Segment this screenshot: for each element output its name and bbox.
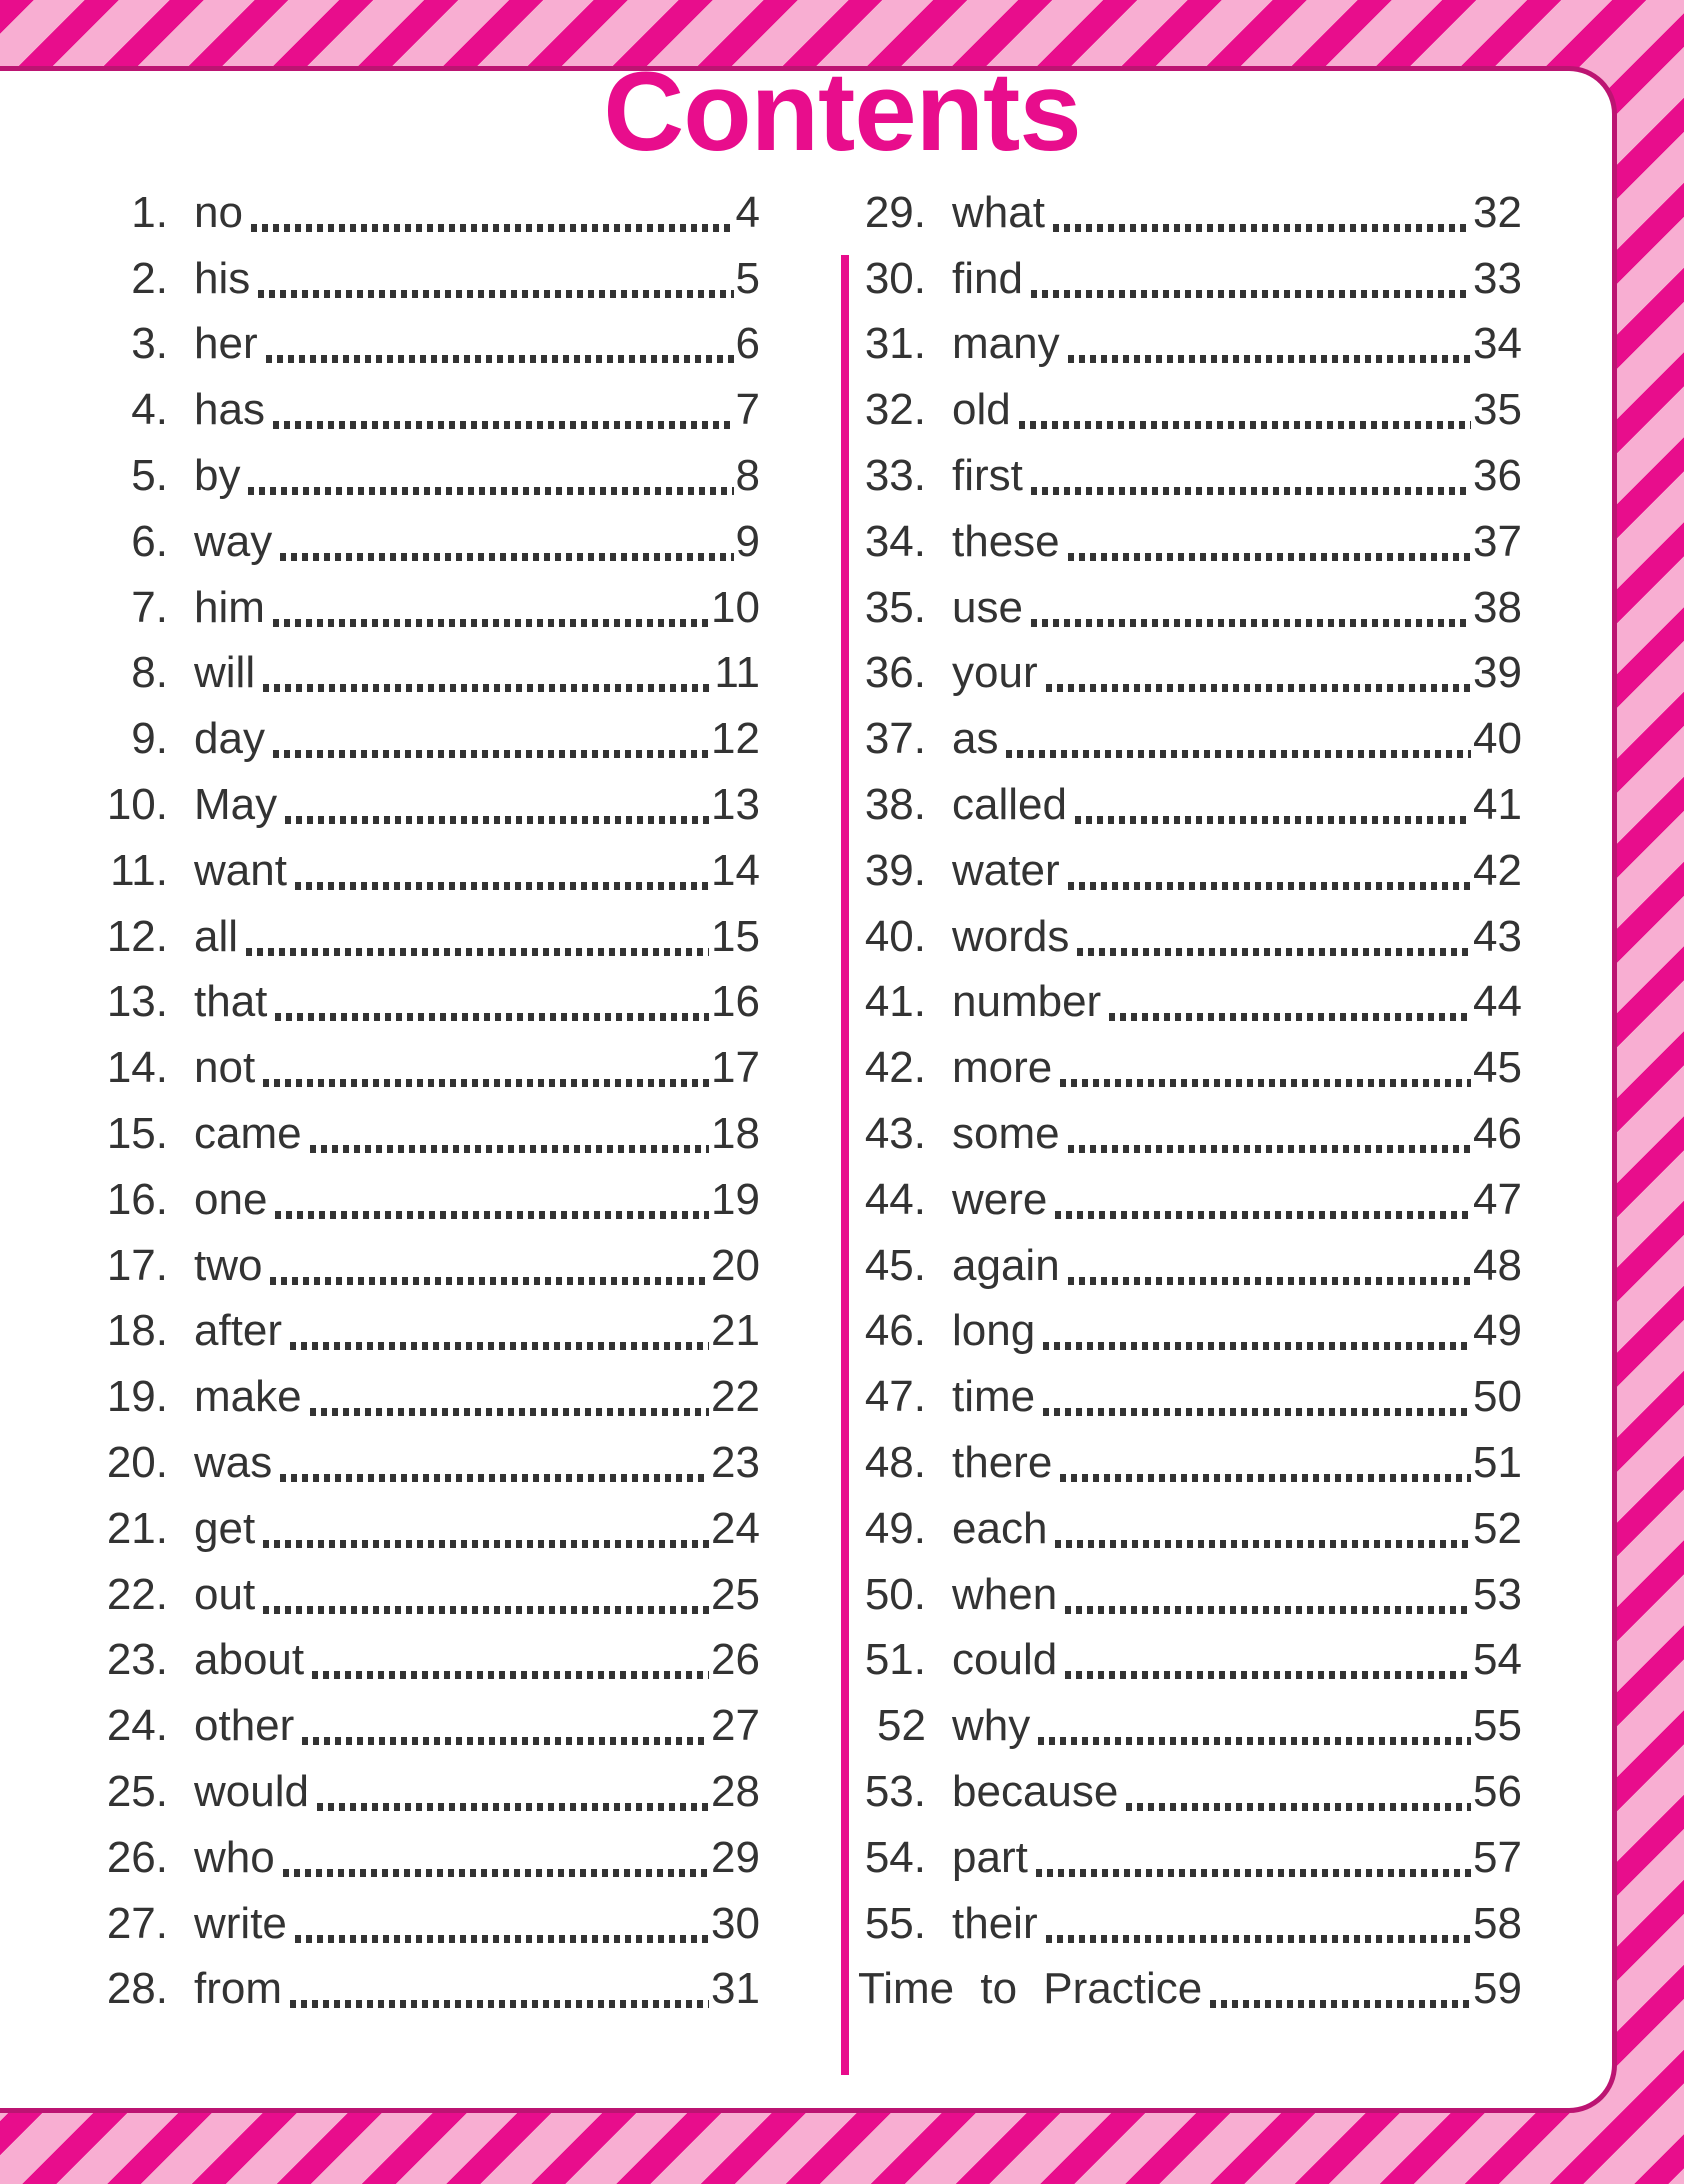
toc-row bbox=[100, 377, 760, 443]
toc-entry-number: 10. bbox=[106, 780, 168, 830]
dot-leader bbox=[310, 1408, 709, 1416]
page-title: Contents bbox=[603, 49, 1081, 174]
dot-leader bbox=[1038, 1737, 1471, 1745]
dot-leader bbox=[290, 2000, 709, 2008]
toc-entry-page: 22 bbox=[711, 1372, 760, 1422]
toc-entry-word: that bbox=[194, 977, 268, 1027]
toc-entry-page: 15 bbox=[711, 911, 760, 961]
toc-entry-number: 17. bbox=[106, 1240, 168, 1290]
toc-entry-number: 30. bbox=[864, 253, 926, 303]
toc-entry-page: 52 bbox=[1473, 1503, 1522, 1553]
toc-row bbox=[858, 772, 1522, 838]
toc-entry-number: 55. bbox=[864, 1898, 926, 1948]
toc-entry-page: 29 bbox=[711, 1832, 760, 1882]
toc-entry-page: 21 bbox=[711, 1306, 760, 1356]
toc-row bbox=[858, 1035, 1522, 1101]
toc-entry-number: 28. bbox=[106, 1964, 168, 2014]
toc-entry-word: her bbox=[194, 319, 258, 369]
toc-entry-page: 14 bbox=[711, 845, 760, 895]
toc-entry-number: 54. bbox=[864, 1832, 926, 1882]
toc-entry-page: 34 bbox=[1473, 319, 1522, 369]
toc-row bbox=[858, 1562, 1522, 1628]
dot-leader bbox=[273, 421, 734, 429]
dot-leader bbox=[1077, 948, 1471, 956]
dot-leader bbox=[283, 1869, 709, 1877]
toc-entry-word: again bbox=[952, 1240, 1060, 1290]
toc-entry-number: 41. bbox=[864, 977, 926, 1027]
toc-row bbox=[100, 904, 760, 970]
dot-leader bbox=[1046, 684, 1471, 692]
toc-row bbox=[858, 1167, 1522, 1233]
toc-entry-page: 43 bbox=[1473, 911, 1522, 961]
toc-row bbox=[100, 312, 760, 378]
toc-entry-page: 50 bbox=[1473, 1372, 1522, 1422]
toc-entry-page: 13 bbox=[711, 780, 760, 830]
toc-entry-word: first bbox=[952, 451, 1023, 501]
toc-entry-number: 33. bbox=[864, 451, 926, 501]
toc-row bbox=[858, 1364, 1522, 1430]
toc-entry-page: 24 bbox=[711, 1503, 760, 1553]
dot-leader bbox=[1068, 355, 1471, 363]
toc-entry-word: by bbox=[194, 451, 241, 501]
toc-entry-word: about bbox=[194, 1635, 305, 1685]
toc-row bbox=[858, 246, 1522, 312]
toc-entry-number: 53. bbox=[864, 1767, 926, 1817]
toc-entry-number: 7. bbox=[131, 582, 168, 632]
toc-entry-word: what bbox=[952, 187, 1045, 237]
toc-entry-number: 47. bbox=[864, 1372, 926, 1422]
toc-entry-number: 45. bbox=[864, 1240, 926, 1290]
dot-leader bbox=[1046, 1935, 1471, 1943]
toc-entry-word: old bbox=[952, 385, 1011, 435]
toc-entry-word: were bbox=[952, 1174, 1048, 1224]
toc-entry-word: write bbox=[194, 1898, 287, 1948]
dot-leader bbox=[263, 684, 712, 692]
toc-entry-word: find bbox=[952, 253, 1023, 303]
toc-entry-number: 18. bbox=[106, 1306, 168, 1356]
toc-entry-word: no bbox=[194, 187, 243, 237]
toc-entry-word: water bbox=[952, 845, 1060, 895]
toc-entry-number: 51. bbox=[864, 1635, 926, 1685]
toc-entry-word: would bbox=[194, 1767, 309, 1817]
toc-entry-page: 32 bbox=[1473, 187, 1522, 237]
toc-entry-word: one bbox=[194, 1174, 268, 1224]
dot-leader bbox=[1055, 1211, 1471, 1219]
toc-entry-page: 31 bbox=[711, 1964, 760, 2014]
toc-entry-page: 39 bbox=[1473, 648, 1522, 698]
toc-entry-page: 28 bbox=[711, 1767, 760, 1817]
toc-entry-page: 41 bbox=[1473, 780, 1522, 830]
toc-entry-page: 53 bbox=[1473, 1569, 1522, 1619]
dot-leader bbox=[1109, 1013, 1471, 1021]
toc-entry-word: who bbox=[194, 1832, 275, 1882]
toc-entry-page: 55 bbox=[1473, 1701, 1522, 1751]
toc-entry-word: has bbox=[194, 385, 265, 435]
toc-row bbox=[100, 443, 760, 509]
toc-entry-word: from bbox=[194, 1964, 282, 2014]
dot-leader bbox=[1006, 750, 1471, 758]
toc-row bbox=[858, 641, 1522, 707]
toc-entry-word: him bbox=[194, 582, 265, 632]
dot-leader bbox=[1060, 1079, 1471, 1087]
dot-leader bbox=[263, 1079, 709, 1087]
toc-entry-word: called bbox=[952, 780, 1067, 830]
toc-entry-number: 8. bbox=[131, 648, 168, 698]
toc-entry-number: 36. bbox=[864, 648, 926, 698]
dot-leader bbox=[246, 948, 709, 956]
toc-entry-word: Time to Practice bbox=[858, 1964, 1203, 2014]
toc-entry-page: 54 bbox=[1473, 1635, 1522, 1685]
toc-entry-number: 52 bbox=[877, 1701, 926, 1751]
toc-entry-number: 5. bbox=[131, 451, 168, 501]
toc-entry-page: 27 bbox=[711, 1701, 760, 1751]
toc-row bbox=[100, 1496, 760, 1562]
toc-entry-word: other bbox=[194, 1701, 295, 1751]
toc-entry-number: 31. bbox=[864, 319, 926, 369]
toc-entry-word: make bbox=[194, 1372, 302, 1422]
toc-row bbox=[100, 1693, 760, 1759]
toc-entry-page: 33 bbox=[1473, 253, 1522, 303]
dot-leader bbox=[295, 882, 709, 890]
dot-leader bbox=[1055, 1540, 1471, 1548]
toc-entry-word: why bbox=[952, 1701, 1031, 1751]
toc-entry-page: 48 bbox=[1473, 1240, 1522, 1290]
toc-row bbox=[100, 509, 760, 575]
dot-leader bbox=[302, 1737, 709, 1745]
toc-entry-word: all bbox=[194, 911, 239, 961]
toc-entry-number: 49. bbox=[864, 1503, 926, 1553]
toc-row bbox=[858, 1496, 1522, 1562]
toc-entry-number: 4. bbox=[131, 385, 168, 435]
toc-entry-number: 50. bbox=[864, 1569, 926, 1619]
toc-entry-number: 35. bbox=[864, 582, 926, 632]
toc-entry-page: 8 bbox=[735, 451, 760, 501]
toc-entry-page: 56 bbox=[1473, 1767, 1522, 1817]
toc-row bbox=[100, 1562, 760, 1628]
toc-entry-page: 6 bbox=[735, 319, 760, 369]
toc-entry-number: 14. bbox=[106, 1043, 168, 1093]
toc-entry-word: long bbox=[952, 1306, 1036, 1356]
toc-row bbox=[100, 1759, 760, 1825]
toc-entry-page: 26 bbox=[711, 1635, 760, 1685]
dot-leader bbox=[1075, 816, 1471, 824]
dot-leader bbox=[1126, 1803, 1471, 1811]
toc-entry-page: 51 bbox=[1473, 1438, 1522, 1488]
toc-row bbox=[858, 377, 1522, 443]
toc-entry-page: 10 bbox=[711, 582, 760, 632]
dot-leader bbox=[310, 1145, 709, 1153]
dot-leader bbox=[273, 750, 709, 758]
toc-entry-number: 27. bbox=[106, 1898, 168, 1948]
toc-row bbox=[100, 1233, 760, 1299]
dot-leader bbox=[285, 816, 709, 824]
toc-entry-number: 34. bbox=[864, 516, 926, 566]
toc-entry-number: 40. bbox=[864, 911, 926, 961]
toc-entry-number: 15. bbox=[106, 1109, 168, 1159]
toc-entry-word: could bbox=[952, 1635, 1058, 1685]
toc-row bbox=[858, 1957, 1522, 2023]
dot-leader bbox=[295, 1935, 709, 1943]
toc-entry-page: 19 bbox=[711, 1174, 760, 1224]
toc-entry-number: 26. bbox=[106, 1832, 168, 1882]
dot-leader bbox=[1019, 421, 1471, 429]
toc-row bbox=[858, 312, 1522, 378]
toc-row bbox=[858, 443, 1522, 509]
toc-entry-page: 42 bbox=[1473, 845, 1522, 895]
toc-entry-word: day bbox=[194, 714, 265, 764]
toc-row bbox=[858, 838, 1522, 904]
toc-entry-page: 5 bbox=[735, 253, 760, 303]
toc-entry-page: 46 bbox=[1473, 1109, 1522, 1159]
toc-entry-number: 13. bbox=[106, 977, 168, 1027]
toc-entry-number: 6. bbox=[131, 516, 168, 566]
toc-entry-word: was bbox=[194, 1438, 273, 1488]
toc-entry-number: 23. bbox=[106, 1635, 168, 1685]
toc-entry-page: 20 bbox=[711, 1240, 760, 1290]
toc-entry-number: 48. bbox=[864, 1438, 926, 1488]
dot-leader bbox=[1031, 619, 1471, 627]
toc-row bbox=[858, 970, 1522, 1036]
toc-row bbox=[100, 1957, 760, 2023]
dot-leader bbox=[317, 1803, 709, 1811]
toc-entry-word: your bbox=[952, 648, 1038, 698]
toc-entry-page: 38 bbox=[1473, 582, 1522, 632]
toc-entry-word: each bbox=[952, 1503, 1048, 1553]
dot-leader bbox=[273, 619, 709, 627]
toc-entry-page: 47 bbox=[1473, 1174, 1522, 1224]
toc-row bbox=[858, 1430, 1522, 1496]
toc-entry-page: 16 bbox=[711, 977, 760, 1027]
dot-leader bbox=[251, 224, 734, 232]
toc-entry-number: 22. bbox=[106, 1569, 168, 1619]
toc-entry-page: 35 bbox=[1473, 385, 1522, 435]
toc-entry-word: way bbox=[194, 516, 273, 566]
toc-entry-word: after bbox=[194, 1306, 283, 1356]
toc-entry-word: not bbox=[194, 1043, 256, 1093]
toc-entry-word: want bbox=[194, 845, 287, 895]
toc-entry-word: his bbox=[194, 253, 251, 303]
dot-leader bbox=[1068, 1145, 1471, 1153]
dot-leader bbox=[1053, 224, 1471, 232]
toc-entry-number: 32. bbox=[864, 385, 926, 435]
toc-row bbox=[858, 1101, 1522, 1167]
toc-entry-number: 3. bbox=[131, 319, 168, 369]
toc-entry-page: 36 bbox=[1473, 451, 1522, 501]
toc-row bbox=[100, 1364, 760, 1430]
dot-leader bbox=[1031, 487, 1471, 495]
toc-row bbox=[100, 180, 760, 246]
toc-row bbox=[858, 1628, 1522, 1694]
toc-entry-page: 7 bbox=[735, 385, 760, 435]
toc-entry-number: 43. bbox=[864, 1109, 926, 1159]
toc-entry-word: will bbox=[194, 648, 256, 698]
toc-entry-number: 21. bbox=[106, 1503, 168, 1553]
toc-entry-page: 17 bbox=[711, 1043, 760, 1093]
toc-row bbox=[858, 180, 1522, 246]
toc-entry-number: 12. bbox=[106, 911, 168, 961]
toc-row bbox=[100, 1430, 760, 1496]
toc-entry-number: 39. bbox=[864, 845, 926, 895]
toc-entry-page: 9 bbox=[735, 516, 760, 566]
toc-row bbox=[858, 509, 1522, 575]
toc-entry-page: 59 bbox=[1473, 1964, 1522, 2014]
toc-entry-number: 19. bbox=[106, 1372, 168, 1422]
toc-entry-word: two bbox=[194, 1240, 263, 1290]
toc-row bbox=[858, 706, 1522, 772]
toc-entry-word: May bbox=[194, 780, 278, 830]
dot-leader bbox=[248, 487, 733, 495]
toc-entry-word: their bbox=[952, 1898, 1038, 1948]
dot-leader bbox=[1060, 1474, 1471, 1482]
toc-entry-page: 30 bbox=[711, 1898, 760, 1948]
toc-entry-page: 45 bbox=[1473, 1043, 1522, 1093]
column-divider bbox=[841, 255, 849, 2075]
dot-leader bbox=[312, 1671, 709, 1679]
toc-entry-page: 23 bbox=[711, 1438, 760, 1488]
toc-entry-word: many bbox=[952, 319, 1060, 369]
dot-leader bbox=[275, 1211, 709, 1219]
toc-entry-number: 46. bbox=[864, 1306, 926, 1356]
dot-leader bbox=[1068, 1277, 1471, 1285]
dot-leader bbox=[275, 1013, 709, 1021]
dot-leader bbox=[266, 355, 734, 363]
toc-column-right bbox=[858, 180, 1522, 2022]
toc-entry-number: 9. bbox=[131, 714, 168, 764]
toc-row bbox=[100, 1825, 760, 1891]
toc-entry-word: some bbox=[952, 1109, 1060, 1159]
toc-entry-number: 2. bbox=[131, 253, 168, 303]
toc-entry-page: 37 bbox=[1473, 516, 1522, 566]
toc-row bbox=[100, 970, 760, 1036]
toc-entry-word: there bbox=[952, 1438, 1053, 1488]
toc-row bbox=[858, 1825, 1522, 1891]
toc-row bbox=[100, 1167, 760, 1233]
toc-entry-page: 44 bbox=[1473, 977, 1522, 1027]
toc-entry-word: time bbox=[952, 1372, 1036, 1422]
toc-row bbox=[100, 246, 760, 312]
toc-entry-number: 42. bbox=[864, 1043, 926, 1093]
toc-entry-page: 18 bbox=[711, 1109, 760, 1159]
dot-leader bbox=[1068, 882, 1471, 890]
toc-row bbox=[100, 1891, 760, 1957]
toc-row bbox=[858, 575, 1522, 641]
toc-entry-word: part bbox=[952, 1832, 1028, 1882]
dot-leader bbox=[1065, 1606, 1471, 1614]
toc-entry-word: when bbox=[952, 1569, 1058, 1619]
toc-entry-number: 24. bbox=[106, 1701, 168, 1751]
toc-entry-word: out bbox=[194, 1569, 256, 1619]
toc-entry-word: because bbox=[952, 1767, 1119, 1817]
toc-row bbox=[858, 1693, 1522, 1759]
toc-entry-number: 1. bbox=[131, 187, 168, 237]
dot-leader bbox=[280, 553, 733, 561]
toc-entry-number: 37. bbox=[864, 714, 926, 764]
toc-entry-page: 25 bbox=[711, 1569, 760, 1619]
dot-leader bbox=[263, 1606, 709, 1614]
toc-entry-page: 4 bbox=[735, 187, 760, 237]
toc-entry-page: 40 bbox=[1473, 714, 1522, 764]
toc-entry-page: 57 bbox=[1473, 1832, 1522, 1882]
toc-entry-number: 16. bbox=[106, 1174, 168, 1224]
dot-leader bbox=[1036, 1869, 1471, 1877]
toc-entry-word: number bbox=[952, 977, 1102, 1027]
toc-entry-word: use bbox=[952, 582, 1023, 632]
toc-row bbox=[100, 1101, 760, 1167]
toc-entry-number: 11. bbox=[110, 845, 168, 895]
toc-entry-word: these bbox=[952, 516, 1060, 566]
toc-entry-page: 11 bbox=[714, 648, 760, 698]
toc-entry-number: 38. bbox=[864, 780, 926, 830]
dot-leader bbox=[270, 1277, 709, 1285]
toc-entry-word: came bbox=[194, 1109, 302, 1159]
toc-entry-number: 20. bbox=[106, 1438, 168, 1488]
toc-entry-number: 29. bbox=[864, 187, 926, 237]
toc-row bbox=[100, 641, 760, 707]
toc-row bbox=[858, 904, 1522, 970]
toc-entry-word: get bbox=[194, 1503, 256, 1553]
toc-row bbox=[858, 1233, 1522, 1299]
toc-row bbox=[100, 1035, 760, 1101]
dot-leader bbox=[1210, 2000, 1471, 2008]
toc-entry-number: 25. bbox=[106, 1767, 168, 1817]
toc-row bbox=[858, 1891, 1522, 1957]
toc-entry-word: words bbox=[952, 911, 1070, 961]
dot-leader bbox=[1043, 1342, 1471, 1350]
dot-leader bbox=[258, 290, 733, 298]
dot-leader bbox=[1068, 553, 1471, 561]
toc-entry-word: more bbox=[952, 1043, 1053, 1093]
toc-row bbox=[100, 706, 760, 772]
toc-row bbox=[100, 1628, 760, 1694]
toc-entry-page: 49 bbox=[1473, 1306, 1522, 1356]
toc-row bbox=[100, 575, 760, 641]
dot-leader bbox=[1065, 1671, 1471, 1679]
toc-row bbox=[858, 1759, 1522, 1825]
dot-leader bbox=[280, 1474, 709, 1482]
toc-column-left bbox=[100, 180, 760, 2022]
toc-entry-number: 44. bbox=[864, 1174, 926, 1224]
dot-leader bbox=[1043, 1408, 1471, 1416]
dot-leader bbox=[1031, 290, 1471, 298]
toc-entry-page: 58 bbox=[1473, 1898, 1522, 1948]
toc-entry-page: 12 bbox=[711, 714, 760, 764]
toc-row bbox=[100, 772, 760, 838]
toc-row bbox=[858, 1299, 1522, 1365]
toc-row bbox=[100, 1299, 760, 1365]
toc-row bbox=[100, 838, 760, 904]
dot-leader bbox=[263, 1540, 709, 1548]
toc-entry-word: as bbox=[952, 714, 999, 764]
dot-leader bbox=[290, 1342, 709, 1350]
